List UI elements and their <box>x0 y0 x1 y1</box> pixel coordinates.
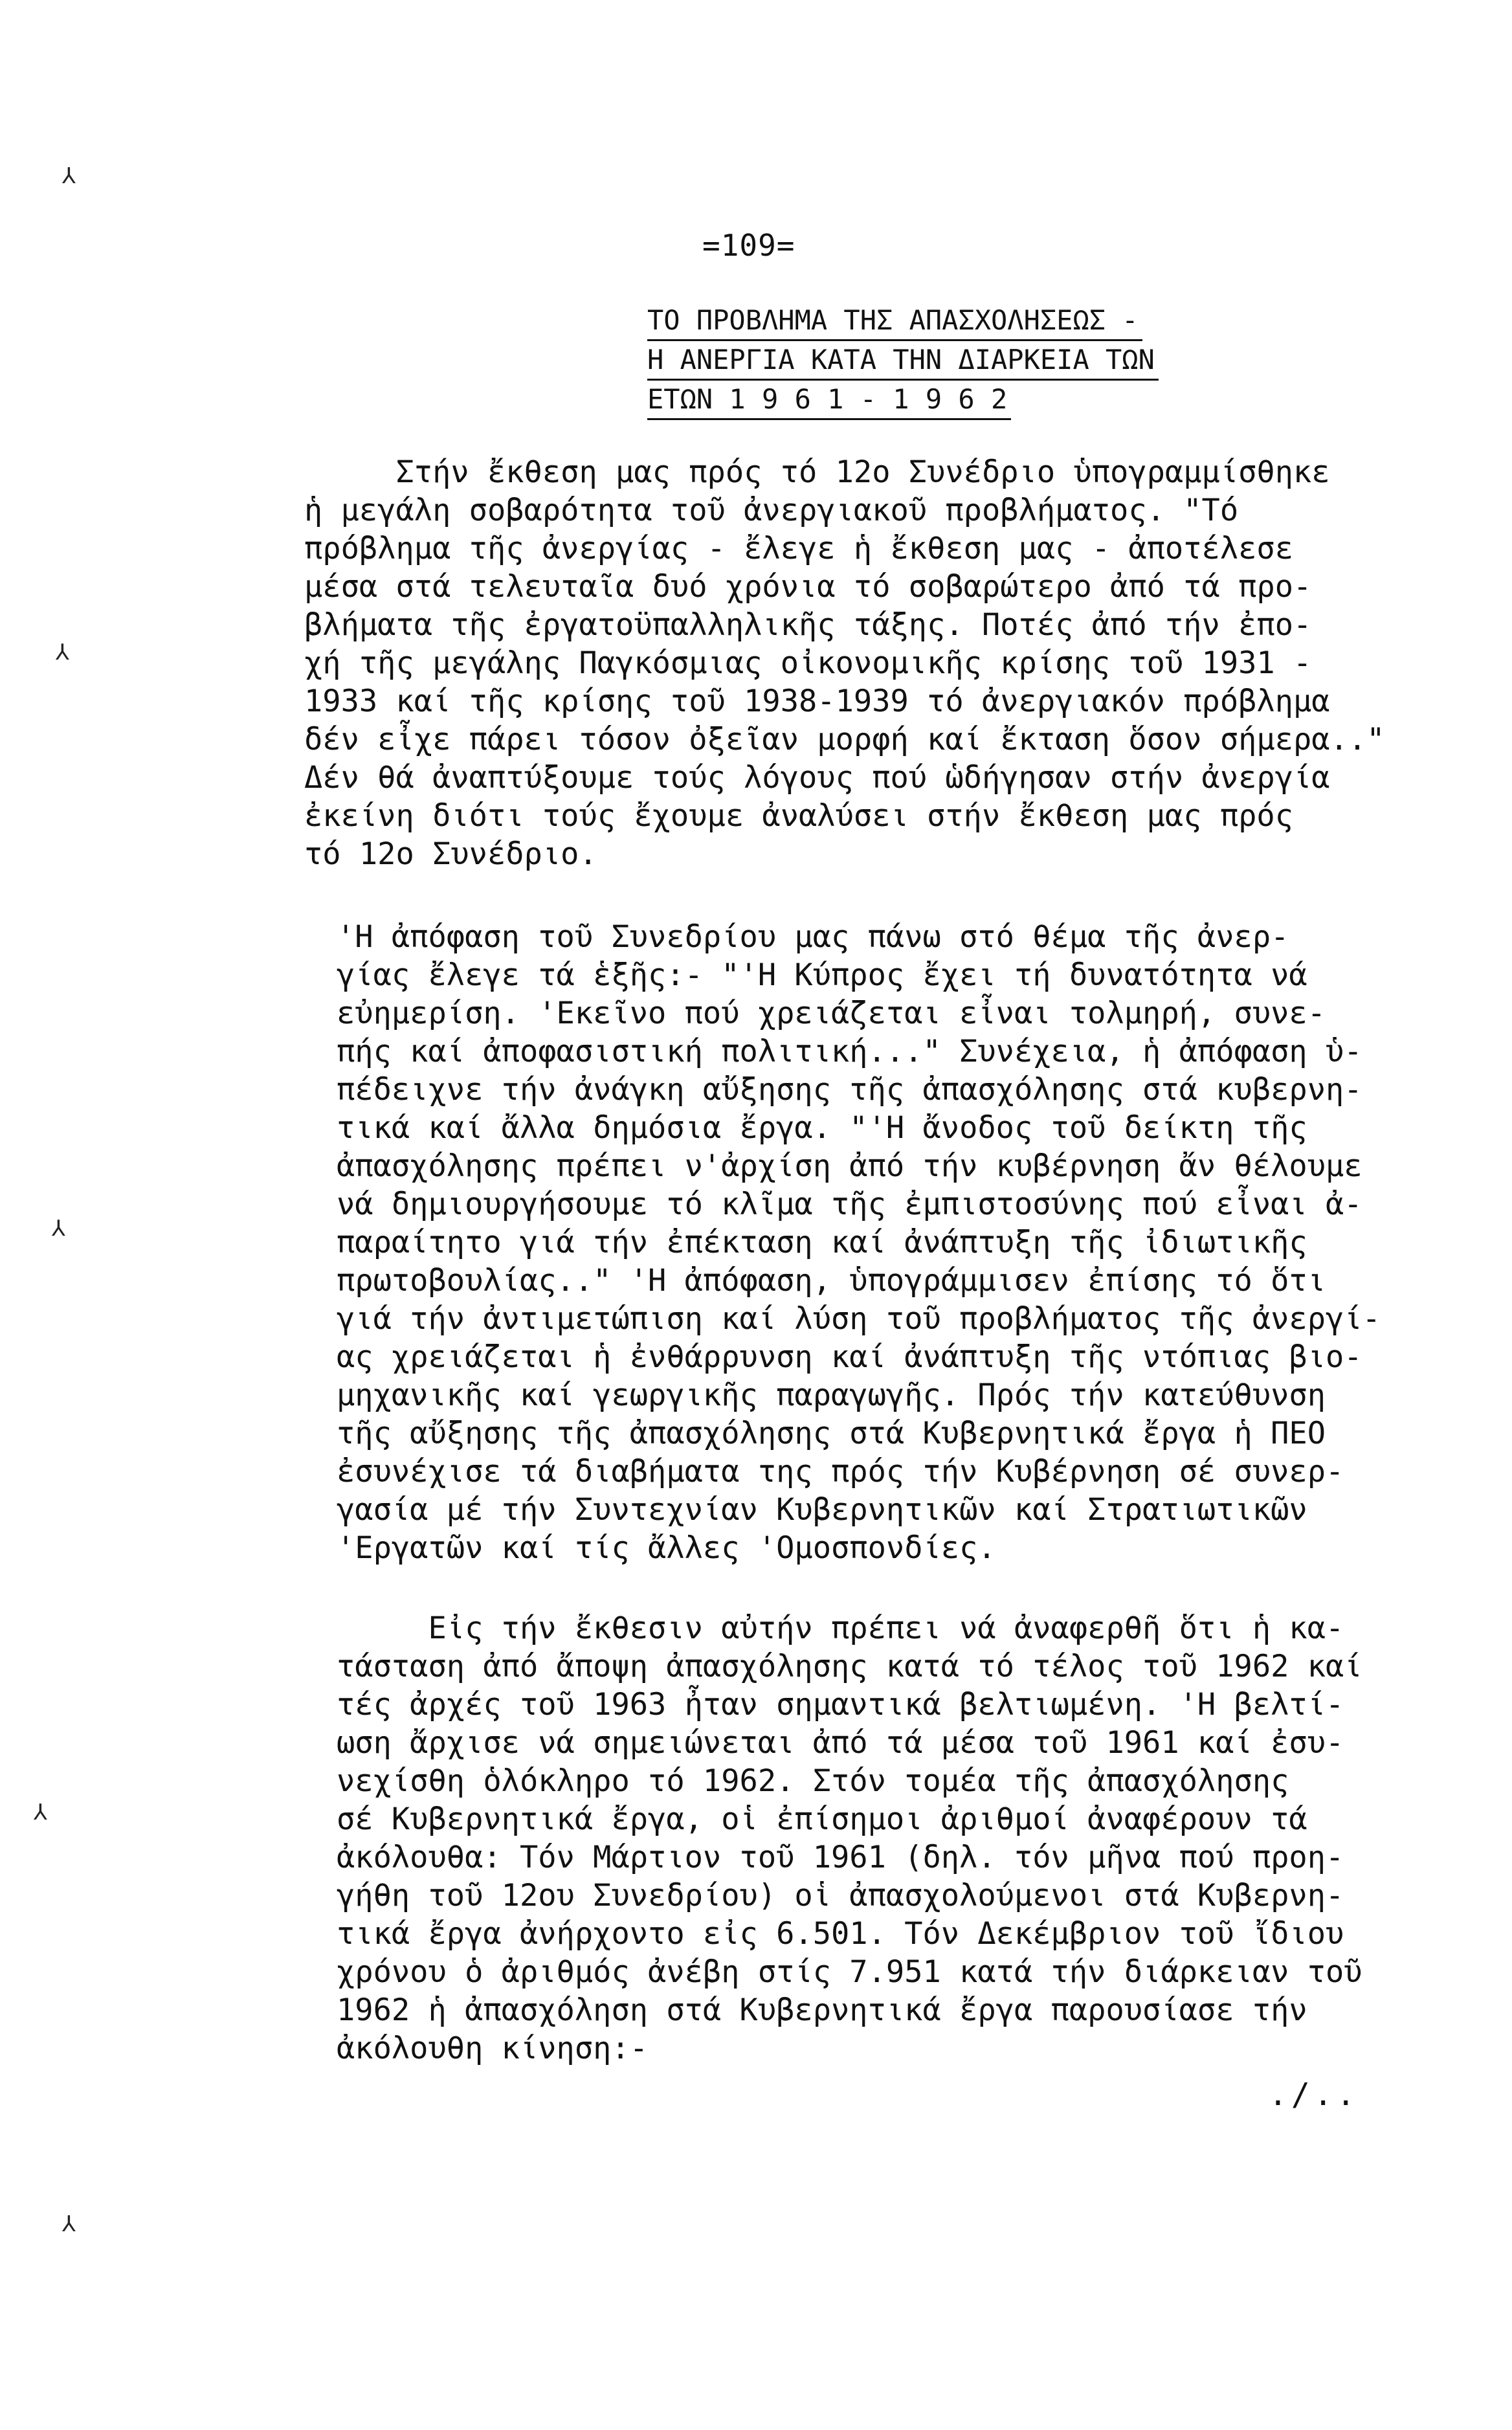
paragraph <box>304 453 1385 873</box>
title-line: Η ΑΝΕΡΓΙΑ ΚΑΤΑ ΤΗΝ ΔΙΑΡΚΕΙΑ ΤΩΝ <box>647 341 1159 381</box>
binder-mark-icon: ⅄ <box>62 163 76 189</box>
binder-mark-icon: ⅄ <box>56 640 69 665</box>
binder-mark-icon: ⅄ <box>34 1800 47 1825</box>
text-line: χρόνου ὁ ἀριθμός ἀνέβη στίς 7.951 κατά τήν διάρκειαν τοῦ <box>337 1954 1362 1990</box>
text-line: μηχανικῆς καί γεωργικῆς παραγωγῆς. Πρός τήν κατεύθυνση <box>337 1377 1326 1413</box>
text-line: ἀκόλουθη κίνηση:- <box>337 2031 649 2066</box>
text-line: Δέν θά ἀναπτύξουμε τούς λόγους πού ὡδήγησαν στήν ἀνεργία <box>304 760 1330 796</box>
title-line: ΕΤΩΝ 1 9 6 1 - 1 9 6 2 <box>647 381 1011 420</box>
text-line: ας χρειάζεται ἡ ἐνθάρρυνση καί ἀνάπτυξη τῆς ντόπιας βιο- <box>337 1339 1362 1375</box>
text-line: γιά τήν ἀντιμετώπιση καί λύση τοῦ προβλήματος τῆς ἀνεργί- <box>337 1301 1381 1337</box>
text-line: εὐημερίση. 'Εκεῖνο πού χρειάζεται εἶναι τολμηρή, συνε- <box>337 996 1326 1031</box>
paragraph <box>337 1609 1362 2068</box>
binder-mark-icon: ⅄ <box>62 2211 76 2237</box>
text-line: Στήν ἔκθεση μας πρός τό 12ο Συνέδριο ὑπογραμμίσθηκε <box>304 454 1330 490</box>
text-line: πέδειχνε τήν ἀνάγκη αὔξησης τῆς ἀπασχόλησης στά κυβερνη- <box>337 1072 1362 1108</box>
text-line: χή τῆς μεγάλης Παγκόσμιας οἰκονομικῆς κρίσης τοῦ 1931 - <box>304 645 1312 681</box>
page-number: =109= <box>702 228 795 263</box>
text-line: 'Η ἀπόφαση τοῦ Συνεδρίου μας πάνω στό θέμα τῆς ἀνερ- <box>337 919 1289 955</box>
text-line: 'Εργατῶν καί τίς ἄλλες 'Ομοσπονδίες. <box>337 1530 996 1566</box>
text-line: ἐκείνη διότι τούς ἔχουμε ἀναλύσει στήν ἔκθεση μας πρός <box>304 798 1294 834</box>
text-line: σέ Κυβερνητικά ἔργα, οἱ ἐπίσημοι ἀριθμοί ἀναφέρουν τά <box>337 1801 1307 1837</box>
text-line: ἀκόλουθα: Τόν Μάρτιον τοῦ 1961 (δηλ. τόν μῆνα πού προη- <box>337 1840 1344 1875</box>
text-line: γήθη τοῦ 12ου Συνεδρίου) οἱ ἀπασχολούμενοι στά Κυβερνη- <box>337 1878 1344 1913</box>
text-line: γίας ἔλεγε τά ἑξῆς:- "'Η Κύπρος ἔχει τή δυνατότητα νά <box>337 957 1307 993</box>
text-line: πρόβλημα τῆς ἀνεργίας - ἔλεγε ἡ ἔκθεση μας - ἀποτέλεσε <box>304 531 1294 566</box>
text-line: παραίτητο γιά τήν ἐπέκταση καί ἀνάπτυξη τῆς ἰδιωτικῆς <box>337 1225 1307 1260</box>
continuation-mark: ./.. <box>1269 2077 1359 2113</box>
text-line: πρωτοβουλίας.." 'Η ἀπόφαση, ὑπογράμμισεν ἐπίσης τό ὅτι <box>337 1263 1326 1299</box>
text-line: τικά καί ἄλλα δημόσια ἔργα. "'Η ἄνοδος τοῦ δείκτη τῆς <box>337 1110 1307 1146</box>
text-line: μέσα στά τελευταῖα δυό χρόνια τό σοβαρώτερο ἀπό τά προ- <box>304 569 1312 605</box>
paragraph <box>337 918 1381 1567</box>
text-line: ἀπασχόλησης πρέπει ν'ἀρχίση ἀπό τήν κυβέρνηση ἄν θέλουμε <box>337 1148 1362 1184</box>
text-line: τῆς αὔξησης τῆς ἀπασχόλησης στά Κυβερνητικά ἔργα ἡ ΠΕΟ <box>337 1416 1326 1451</box>
text-line: ωση ἄρχισε νά σημειώνεται ἀπό τά μέσα τοῦ 1961 καί ἐσυ- <box>337 1725 1344 1761</box>
text-line: γασία μέ τήν Συντεχνίαν Κυβερνητικῶν καί Στρατιωτικῶν <box>337 1492 1307 1528</box>
text-line: βλήματα τῆς ἐργατοϋπαλληλικῆς τάξης. Ποτές ἀπό τήν ἐπο- <box>304 607 1312 643</box>
binder-mark-icon: ⅄ <box>52 1216 65 1242</box>
text-line: νεχίσθη ὁλόκληρο τό 1962. Στόν τομέα τῆς ἀπασχόλησης <box>337 1763 1289 1799</box>
text-line: τικά ἔργα ἀνήρχοντο εἰς 6.501. Τόν Δεκέμβριον τοῦ ἴδιου <box>337 1916 1344 1952</box>
text-line: νά δημιουργήσουμε τό κλῖμα τῆς ἐμπιστοσύνης πού εἶναι ἀ- <box>337 1187 1362 1222</box>
text-line: πής καί ἀποφασιστική πολιτική..." Συνέχεια, ἡ ἀπόφαση ὑ- <box>337 1034 1362 1069</box>
text-line: ἐσυνέχισε τά διαβήματα της πρός τήν Κυβέρνηση σέ συνερ- <box>337 1454 1344 1489</box>
text-line: τό 12ο Συνέδριο. <box>304 836 597 872</box>
text-line: ἡ μεγάλη σοβαρότητα τοῦ ἀνεργιακοῦ προβλήματος. "Τό <box>304 493 1239 528</box>
text-line: Εἰς τήν ἔκθεσιν αὐτήν πρέπει νά ἀναφερθῆ ὅτι ἡ κα- <box>337 1611 1344 1646</box>
section-title <box>647 302 1269 420</box>
text-line: τάσταση ἀπό ἄποψη ἀπασχόλησης κατά τό τέλος τοῦ 1962 καί <box>337 1649 1362 1684</box>
text-line: 1933 καί τῆς κρίσης τοῦ 1938-1939 τό ἀνεργιακόν πρόβλημα <box>304 684 1330 719</box>
title-line: ΤΟ ΠΡΟΒΛΗΜΑ ΤΗΣ ΑΠΑΣΧΟΛΗΣΕΩΣ - <box>647 302 1142 341</box>
text-line: δέν εἶχε πάρει τόσον ὀξεῖαν μορφή καί ἔκταση ὅσον σήμερα.." <box>304 722 1385 757</box>
text-line: 1962 ἡ ἀπασχόληση στά Κυβερνητικά ἔργα παρουσίασε τήν <box>337 1992 1307 2028</box>
text-line: τές ἀρχές τοῦ 1963 ἦταν σημαντικά βελτιωμένη. 'Η βελτί- <box>337 1687 1344 1722</box>
